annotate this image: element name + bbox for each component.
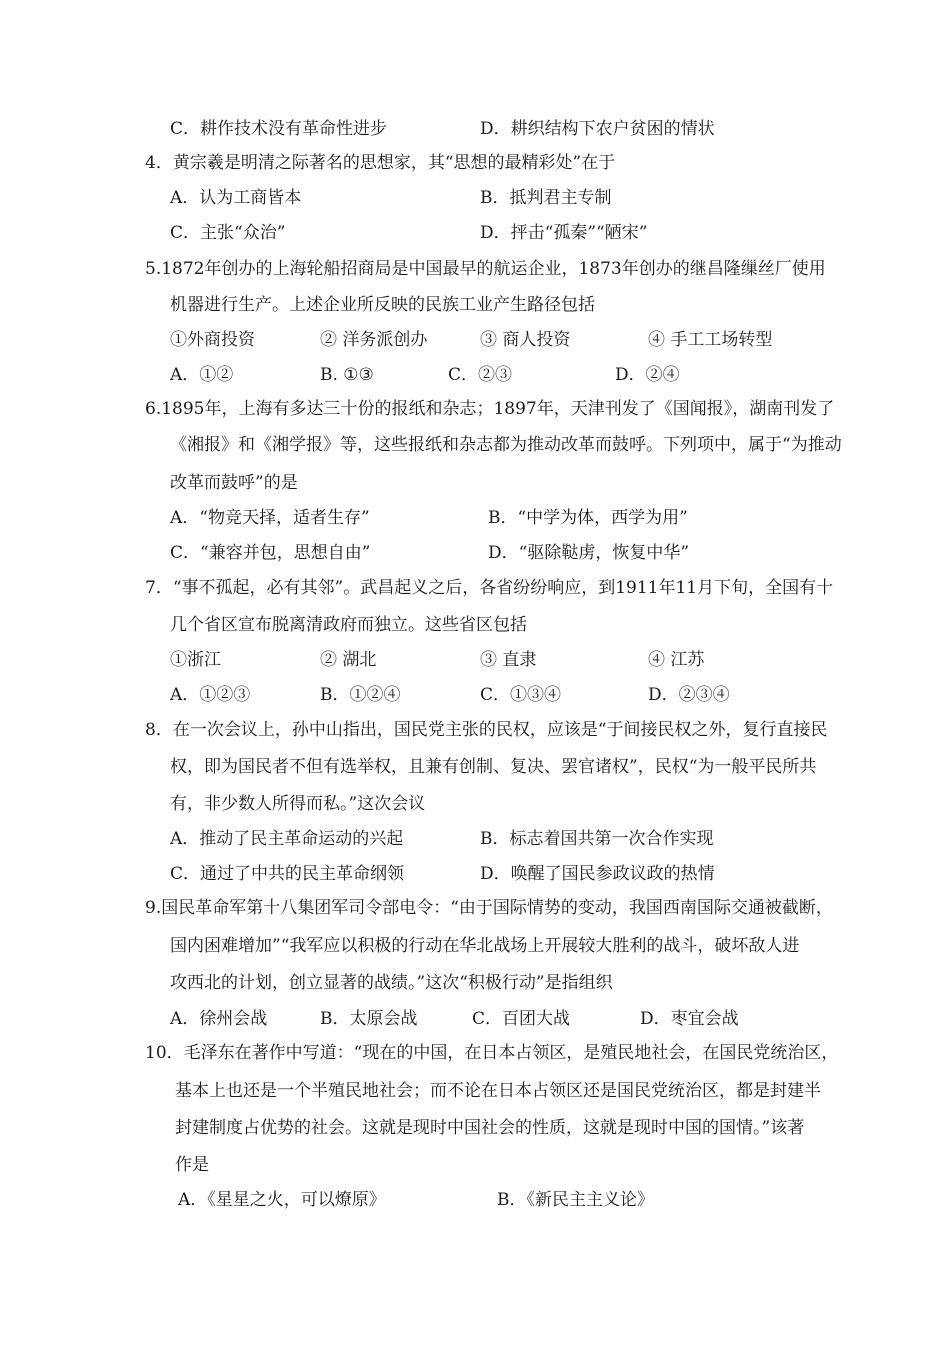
- q5-option-c: C．②③: [448, 365, 513, 385]
- q4-option-d: D．抨击“孤秦”“陋宋”: [480, 223, 648, 243]
- q8-option-a: A．推动了民主革命运动的兴起: [170, 829, 404, 849]
- q10-stem-line4: 作是: [175, 1155, 209, 1175]
- q7-stem-line2: 几个省区宣布脱离清政府而独立。这些省区包括: [170, 615, 527, 635]
- q6-option-d: D．“驱除鞑虏，恢复中华”: [488, 543, 690, 563]
- q7-option-a: A．①②③: [170, 685, 251, 705]
- q8-option-b: B．标志着国共第一次合作实现: [480, 829, 714, 849]
- q7-stem-line1: 7．“事不孤起，必有其邻”。武昌起义之后，各省纷纷响应，到1911年11月下旬，全国有十: [145, 578, 834, 598]
- q4-option-b: B．抵判君主专制: [480, 188, 612, 208]
- q9-stem-line2: 国内困难增加”“我军应以积极的行动在华北战场上开展较大胜利的战斗，破坏敌人进: [170, 936, 800, 956]
- q5-option-b: B. ①③: [320, 365, 374, 385]
- q6-stem-line1: 6.1895年，上海有多达三十份的报纸和杂志；1897年，天津刊发了《国闻报》，湖南刊发了: [145, 399, 835, 419]
- q9-option-d: D．枣宜会战: [640, 1009, 739, 1029]
- q5-stem-line2: 机器进行生产。上述企业所反映的民族工业产生路径包括: [170, 295, 595, 315]
- q4-option-a: A．认为工商皆本: [170, 188, 302, 208]
- q8-option-d: D．唤醒了国民参政议政的热情: [480, 864, 715, 884]
- q9-option-c: C．百团大战: [472, 1009, 571, 1029]
- q10-option-b: B．《新民主主义论》: [497, 1190, 654, 1210]
- q7-item-1: ①浙江: [170, 650, 221, 670]
- q5-stem-line1: 5.1872年创办的上海轮船招商局是中国最早的航运企业，1873年创办的继昌隆缫丝厂使用: [145, 259, 826, 279]
- q3-option-d: D．耕织结构下农户贫困的情状: [480, 119, 715, 139]
- q4-option-c: C．主张“众治”: [170, 223, 286, 243]
- q8-stem-line3: 有，非少数人所得而私。”这次会议: [170, 794, 426, 814]
- q10-stem-line1: 10．毛泽东在著作中写道：“现在的中国，在日本占领区，是殖民地社会，在国民党统治区，: [145, 1043, 839, 1063]
- q8-stem-line2: 权，即为国民者不但有选举权，且兼有创制、复决、罢官诸权”，民权“为一般平民所共: [170, 757, 817, 777]
- q9-option-a: A．徐州会战: [170, 1009, 268, 1029]
- q6-stem-line2: 《湘报》和《湘学报》等，这些报纸和杂志都为推动改革而鼓呼。下列项中，属于“为推动: [170, 435, 842, 455]
- q7-item-2: ② 湖北: [320, 650, 377, 670]
- q8-stem-line1: 8．在一次会议上，孙中山指出，国民党主张的民权，应该是“于间接民权之外，复行直接民: [145, 720, 828, 740]
- q7-option-d: D．②③④: [648, 685, 730, 705]
- q6-option-a: A．“物竞天择，适者生存”: [170, 508, 370, 528]
- q5-option-d: D．②④: [615, 365, 680, 385]
- q7-option-c: C．①③④: [480, 685, 562, 705]
- q7-option-b: B．①②④: [320, 685, 401, 705]
- q6-option-b: B．“中学为体，西学为用”: [488, 508, 688, 528]
- q8-option-c: C．通过了中共的民主革命纲领: [170, 864, 405, 884]
- q10-stem-line2: 基本上也还是一个半殖民地社会；而不论在日本占领区还是国民党统治区，都是封建半: [175, 1081, 821, 1101]
- q7-item-3: ③ 直隶: [480, 650, 537, 670]
- q5-item-2: ② 洋务派创办: [320, 330, 428, 350]
- q5-item-4: ④ 手工工场转型: [648, 330, 773, 350]
- q6-stem-line3: 改革而鼓呼”的是: [170, 473, 298, 493]
- q9-stem-line3: 攻西北的计划，创立显著的战绩。”这次“积极行动”是指组织: [170, 973, 613, 993]
- q10-option-a: A．《星星之火，可以燎原》: [178, 1190, 386, 1210]
- q6-option-c: C．“兼容并包，思想自由”: [170, 543, 371, 563]
- q9-option-b: B．太原会战: [320, 1009, 418, 1029]
- q5-item-3: ③ 商人投资: [480, 330, 571, 350]
- q3-option-c: C．耕作技术没有革命性进步: [170, 119, 388, 139]
- q4-stem: 4．黄宗羲是明清之际著名的思想家，其“思想的最精彩处”在于: [145, 153, 616, 173]
- q7-item-4: ④ 江苏: [648, 650, 705, 670]
- q10-stem-line3: 封建制度占优势的社会。这就是现时中国社会的性质，这就是现时中国的国情。”该著: [175, 1118, 805, 1138]
- q5-item-1: ①外商投资: [170, 330, 255, 350]
- q9-stem-line1: 9.国民革命军第十八集团军司令部电令：“由于国际情势的变动，我国西南国际交通被截断，: [145, 898, 833, 918]
- q5-option-a: A．①②: [170, 365, 234, 385]
